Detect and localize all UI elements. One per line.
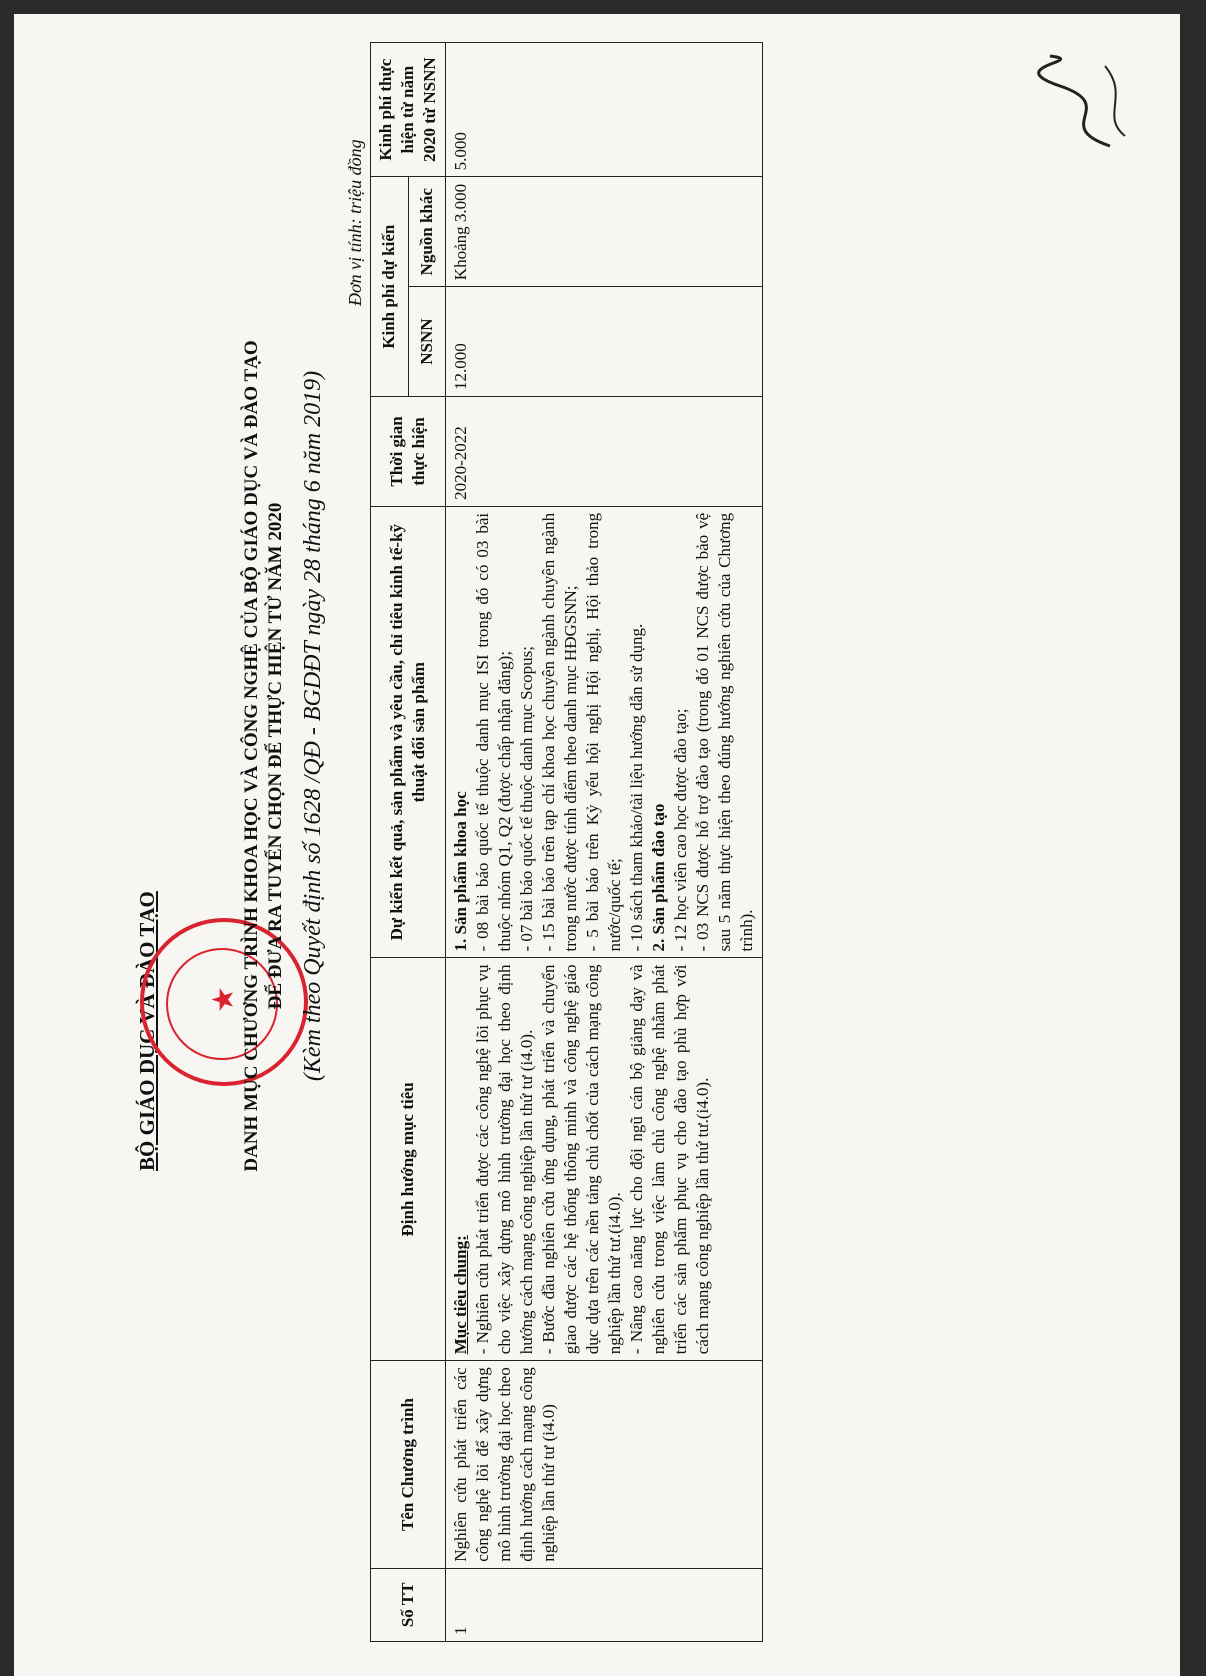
header-time: Thời gian thực hiện	[371, 397, 446, 507]
document-title	[240, 156, 288, 1356]
cell-stt: 1	[446, 1568, 763, 1641]
product-item: - 5 bài báo trên Kỷ yếu hội nghị Hội nghị, Hội thảo trong nước/quốc tế;	[583, 512, 624, 952]
star-icon: ★	[207, 986, 240, 1013]
product-heading: 1. Sản phẩm khoa học	[451, 791, 470, 952]
product-item: - 12 học viên cao học được đào tạo;	[671, 708, 690, 952]
cell-time: 2020-2022	[446, 397, 763, 507]
ministry-name: BỘ GIÁO DỤC VÀ ĐÀO TẠO	[135, 891, 159, 1171]
header-other-source: Nguồn khác	[408, 177, 446, 287]
cell-other-source: Khoảng 3.000	[446, 177, 763, 287]
product-item: - 10 sách tham khảo/tài liệu hướng dẫn sử dụng.	[627, 623, 646, 952]
header-nsnn: NSNN	[408, 287, 446, 397]
cell-product	[446, 506, 763, 958]
program-table	[370, 42, 763, 1642]
goal-item: - Nâng cao năng lực cho đội ngũ cán bộ giảng dạy và nghiên cứu trong việc làm chủ công nghệ nhằm phát triển các sản phẩm phục vụ cho đào tạo phù hợp với cách mạng công nghiệp lần thứ tư.(i4.0).	[627, 964, 712, 1355]
goal-item: - Bước đầu nghiên cứu ứng dụng, phát triển và chuyển giao được các hệ thống thông minh và công nghệ giáo dục dựa trên các nền tảng chủ chốt của cách mạng công nghiệp lần thứ tư.(i4.0).	[539, 964, 624, 1355]
handwritten-signature	[1030, 46, 1140, 156]
decision-reference: (Kèm theo Quyết định số 1628 /QĐ - BGDĐT ngày 28 tháng 6 năm 2019)	[300, 370, 326, 1082]
product-item: - 15 bài báo trên tạp chí khoa học chuyên ngành chuyên ngành trong nước được tính điểm theo danh mục HĐGSNN;	[539, 512, 580, 952]
unit-note: Đơn vị tính: triệu đồng	[345, 139, 365, 306]
goal-item: - Nghiên cứu phát triển được các công nghệ lõi phục vụ cho việc xây dựng mô hình trường đại học theo định hướng cách mạng công nghiệp lần thứ tư (i4.0).	[473, 964, 536, 1355]
cell-nsnn: 12.000	[446, 287, 763, 397]
product-item: - 08 bài báo quốc tế thuộc danh mục ISI trong đó có 03 bài thuộc nhóm Q1, Q2 (được chấp nhận đăng);	[473, 512, 514, 952]
title-line-2: ĐỂ ĐƯA RA TUYỂN CHỌN ĐỂ THỰC HIỆN TỪ NĂM 2020	[265, 502, 286, 1010]
title-line-1: DANH MỤC CHƯƠNG TRÌNH KHOA HỌC VÀ CÔNG NGHỆ CỦA BỘ GIÁO DỤC VÀ ĐÀO TẠO	[241, 340, 262, 1172]
header-fund-2020: Kinh phí thực hiện từ năm 2020 từ NSNN	[371, 43, 446, 177]
goal-heading: Mục tiêu chung:	[451, 1235, 470, 1355]
header-budget-group: Kinh phí dự kiến	[371, 177, 409, 397]
header-program-name: Tên Chương trình	[371, 1361, 446, 1569]
cell-goal	[446, 958, 763, 1361]
product-item: - 03 NCS được hỗ trợ đào tạo (trong đó 01 NCS được bảo vệ sau 5 năm thực hiện theo đúng hướng nghiên cứu của Chương trình).	[693, 512, 756, 952]
header-stt: Số TT	[371, 1568, 446, 1641]
table-row	[446, 43, 763, 1642]
product-item: - 07 bài báo quốc tế thuộc danh mục Scopus;	[517, 646, 536, 952]
header-product: Dự kiến kết quả, sản phẩm và yêu cầu, chỉ tiêu kinh tế-kỹ thuật đối sản phẩm	[371, 506, 446, 958]
header-goal: Định hướng mục tiêu	[371, 958, 446, 1361]
cell-fund-2020: 5.000	[446, 43, 763, 177]
product-heading: 2. Sản phẩm đào tạo	[649, 803, 668, 952]
cell-program-name: Nghiên cứu phát triển các công nghệ lõi để xây dựng mô hình trường đại học theo định hướng cách mạng công nghiệp lần thứ tư (i4.0)	[446, 1361, 763, 1569]
